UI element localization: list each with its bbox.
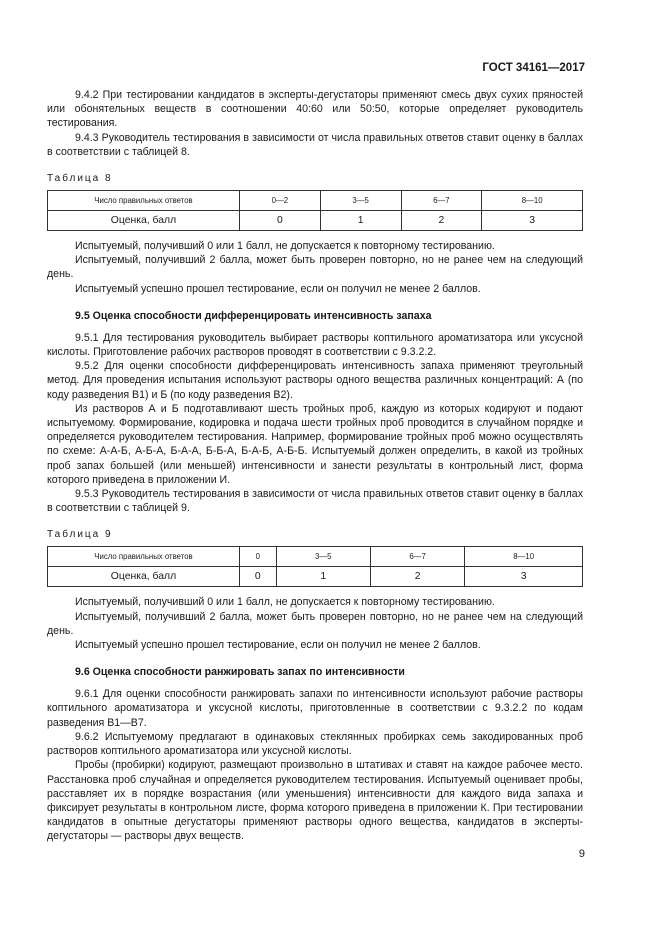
paragraph: Испытуемый успешно прошел тестирование, если он получил не менее 2 баллов. [75,282,481,295]
paragraph: Испытуемый, получивший 0 или 1 балл, не допускается к повторному тестированию. [75,240,495,253]
table-8-header-cell: 0—2 [240,191,321,211]
table-9-cell: Оценка, балл [48,567,240,587]
table-9-caption: Таблица 9 [47,529,113,541]
table-8-header-cell: 3—5 [320,191,401,211]
paragraph-9-6-1: 9.6.1 Для оценки способности ранжировать запахи по интенсивности используют рабочие растворы коптильного ароматизатора и уксусной кислоты, приготовленные в соответствии с 9.3.2.2 по кодам разведения В1—В7. [47,688,583,729]
table-8-header-cell: Число правильных ответов [48,191,240,211]
section-heading-9-5: 9.5 Оценка способности дифференцировать интенсивность запаха [75,309,432,322]
paragraph-9-4-3: 9.4.3 Руководитель тестирования в зависимости от числа правильных ответов ставит оценку в баллах в соответствии с таблицей 8. [47,131,583,158]
table-8-cell: 3 [482,211,583,231]
table-8-cell: 0 [240,211,321,231]
paragraph: Испытуемый успешно прошел тестирование, если он получил не менее 2 баллов. [75,639,481,652]
document-code: ГОСТ 34161—2017 [482,62,585,74]
table-8-header-cell: 8—10 [482,191,583,211]
paragraph: Испытуемый, получивший 2 балла, может быть проверен повторно, но не ранее чем на следующий день. [47,610,583,637]
table-9-header-cell: Число правильных ответов [48,547,240,567]
paragraph-9-5-1: 9.5.1 Для тестирования руководитель выбирает растворы коптильного ароматизатора или уксусной кислоты. Приготовление рабочих растворов проводят в соответствии с 9.3.2.2. [47,331,583,359]
paragraph: Испытуемый, получивший 2 балла, может быть проверен повторно, но не ранее чем на следующий день. [47,254,583,281]
table-8-caption: Таблица 8 [47,173,113,185]
table-9-header-cell: 0 [240,547,277,567]
paragraph-9-5-3: 9.5.3 Руководитель тестирования в зависимости от числа правильных ответов ставит оценку в баллах в соответствии с таблицей 9. [47,488,583,515]
table-9 [47,546,583,587]
table-9-cell: 0 [240,567,277,587]
section-heading-9-6: 9.6 Оценка способности ранжировать запах по интенсивности [75,666,405,679]
table-8-score-row [48,211,583,231]
table-8-cell: 1 [320,211,401,231]
table-9-header-cell: 8—10 [465,547,583,567]
table-9-header-row [48,547,583,567]
table-9-score-row [48,567,583,587]
table-8-header-row [48,191,583,211]
table-9-cell: 2 [370,567,464,587]
paragraph-9-4-2: 9.4.2 При тестировании кандидатов в эксперты-дегустаторы применяют смесь двух сухих пряностей или обонятельных веществ в соотношении 40:60 или 50:50, которые определяет руководитель тестирования. [47,89,583,130]
table-8-cell: 2 [401,211,482,231]
paragraph-9-5-2: 9.5.2 Для оценки способности дифференцировать интенсивность запаха применяют треугольный метод. Для проведения испытания используют растворы одного вещества различных концентраций: А (по коду разведения В1) и Б (по коду разведения В2). [47,360,583,401]
paragraph: Пробы (пробирки) кодируют, размещают произвольно в штативах и ставят на каждое рабочее место. Расстановка проб случайная и определяется руководителем тестирования. Испытуемый оценивает пробы, расставляет их в порядке возрастания (или уменьшения) интенсивности для каждого вида запаха и фиксирует результаты в контрольном листе, форма которого приведена в приложении К. При тестировании кандидатов в опытные дегустаторы применяют растворы одного вещества, кандидатов в эксперты-дегустаторы — растворы двух веществ. [47,759,583,843]
table-8 [47,190,583,231]
paragraph: Из растворов А и Б подготавливают шесть тройных проб, каждую из которых кодируют и подают испытуемому. Формирование, кодировка и подача шести тройных проб проводится в случайном порядке и определяется руководителем тестирования. Например, формирование тройных проб можно осуществлять по схеме: А-А-Б, А-Б-А, Б-А-А, Б-Б-А, Б-А-Б, А-Б-Б. Испытуемый должен определить, в какой из тройных проб запах большей (или меньшей) интенсивности и занести результаты в контрольный лист, форма которого приведена в приложении И. [47,402,583,486]
table-9-header-cell: 6—7 [370,547,464,567]
paragraph: Испытуемый, получивший 0 или 1 балл, не допускается к повторному тестированию. [75,596,495,609]
table-9-cell: 1 [276,567,370,587]
table-8-header-cell: 6—7 [401,191,482,211]
table-9-cell: 3 [465,567,583,587]
paragraph-9-6-2: 9.6.2 Испытуемому предлагают в одинаковых стеклянных пробирках семь закодированных проб растворов коптильного ароматизатора или уксусной кислоты. [47,730,583,758]
table-8-cell: Оценка, балл [48,211,240,231]
table-9-header-cell: 3—5 [276,547,370,567]
page-number: 9 [578,848,585,860]
page-content [47,88,583,844]
